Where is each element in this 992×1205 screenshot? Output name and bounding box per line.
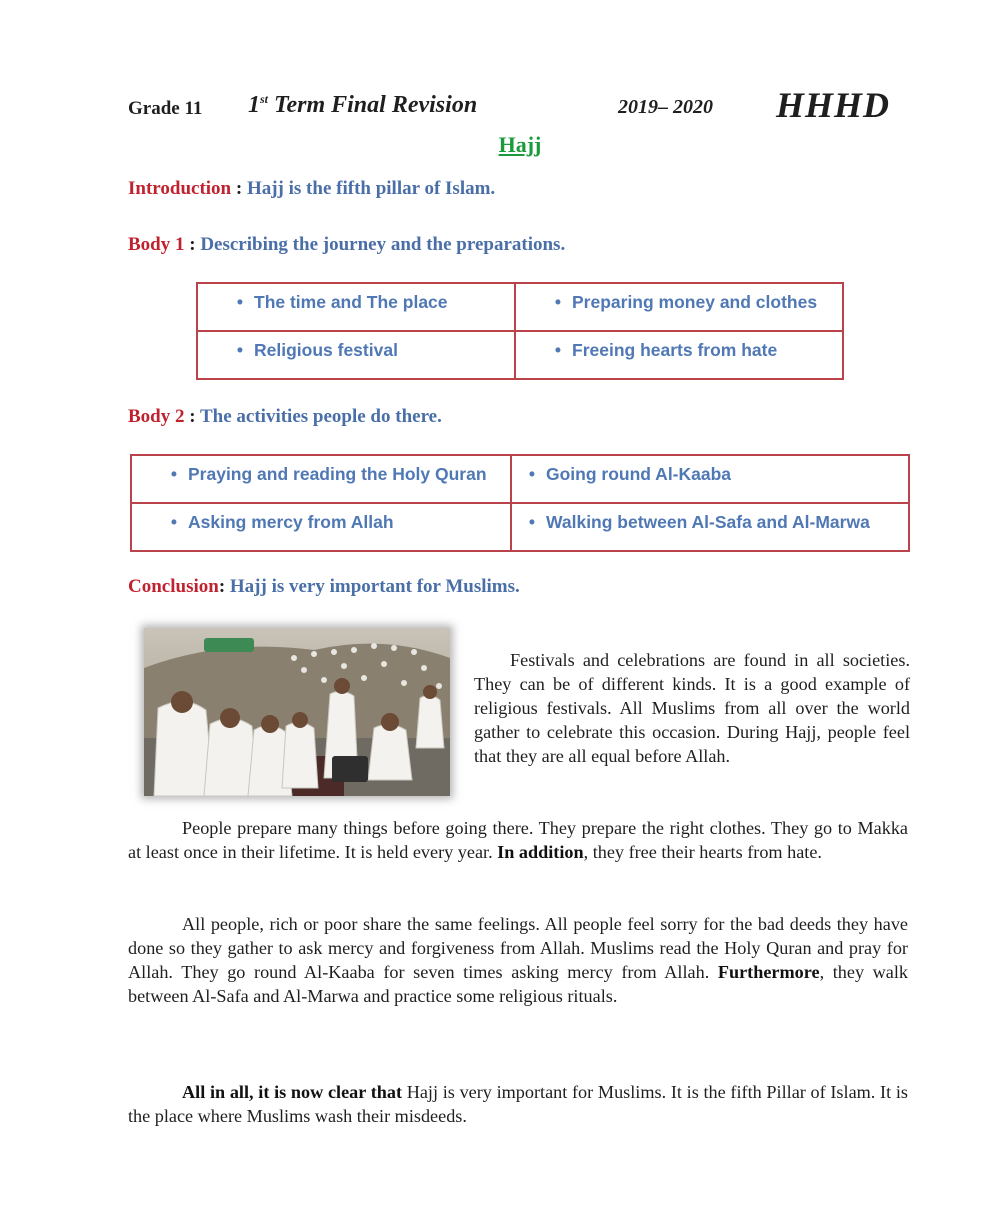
table-row: [197, 283, 843, 331]
table-row: [197, 331, 843, 379]
table-cell: • Praying and reading the Holy Quran: [131, 455, 511, 503]
body1-table: [196, 282, 844, 380]
pilgrims-praying-photo: [144, 628, 450, 796]
page-title: Hajj: [498, 132, 542, 157]
table-cell: • Freeing hearts from hate: [515, 331, 843, 379]
body2-line: Body 2 : The activities people do there.: [128, 406, 442, 427]
term-title: 1st Term Final Revision: [248, 92, 478, 118]
table-cell: • The time and The place: [197, 283, 515, 331]
conclusion-line: Conclusion: Hajj is very important for Muslims.: [128, 576, 520, 597]
body2-table: [130, 454, 910, 552]
table-cell: • Going round Al-Kaaba: [511, 455, 909, 503]
grade-label: Grade 11: [128, 98, 203, 119]
table-cell: • Walking between Al-Safa and Al-Marwa: [511, 503, 909, 551]
table-cell: • Preparing money and clothes: [515, 283, 843, 331]
paragraph-1: People prepare many things before going there. They prepare the right clothes. They go to Makka at least once in their lifetime. It is held every year. In addition, they free their hearts from hate.: [128, 818, 908, 862]
table-cell: • Religious festival: [197, 331, 515, 379]
introduction-line: Introduction : Hajj is the fifth pillar of Islam.: [128, 178, 496, 199]
body1-line: Body 1 : Describing the journey and the preparations.: [128, 234, 566, 255]
table-row: [131, 503, 909, 551]
paragraph-3: All in all, it is now clear that Hajj is very important for Muslims. It is the fifth Pillar of Islam. It is the place where Muslims wash their misdeeds.: [128, 1082, 908, 1126]
school-year: 2019– 2020: [618, 96, 713, 118]
table-cell: • Asking mercy from Allah: [131, 503, 511, 551]
side-paragraph: Festivals and celebrations are found in all societies. They can be of different kinds. It is a good example of religious festivals. All Muslims from all over the world gather to celebrate this occasion. During Hajj, people feel that they are all equal before Allah.: [474, 650, 910, 766]
photo-illustration: [144, 628, 450, 796]
paragraph-2: All people, rich or poor share the same feelings. All people feel sorry for the bad deeds they have done so they gather to ask mercy and forgiveness from Allah. Muslims read the Holy Quran and pray for Allah. They go round Al-Kaaba for seven times asking mercy from Allah. Furthermore, they walk between Al-Safa and Al-Marwa and practice some religious rituals.: [128, 914, 908, 1006]
table-row: [131, 455, 909, 503]
school-logo-text: HHHD: [776, 85, 891, 125]
